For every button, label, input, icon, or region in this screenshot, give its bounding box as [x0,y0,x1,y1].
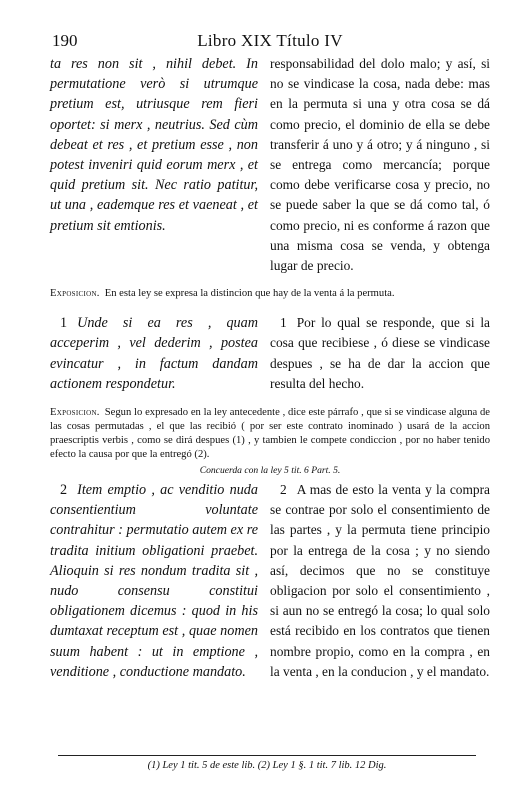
running-title: Libro XIX Título IV [197,31,343,50]
running-header [50,28,490,54]
exposicion-label: Exposicion. [50,407,100,419]
footnote: (1) Ley 1 tit. 5 de este lib. (2) Ley 1 §. 1 tit. 7 lib. 12 Dig. [147,760,387,771]
spanish-text: A mas de esto la venta y la compra se contrae por solo el consentimiento de las partes , y la permuta tiene principio por la entrega de la cosa ; y no siendo así, decimos que no se constituye obligacion por solo el consentimiento , si aun no se entregó la cosa; lo qual solo está recibido en los contratos que tienen nombre propio, como en la compra , en la venta , en la conducion , y el mandato. [270,482,490,679]
paragraph-number: 1 [280,315,287,331]
section-2 [50,480,490,682]
spanish-text: Por lo qual se responde, que si la cosa que recibiese , ó diese se vindicase despues , se ha de dar la accion que resulta del hecho. [270,315,490,391]
latin-paragraph [50,313,258,394]
footnote-rule [58,755,476,756]
latin-text: Unde si ea res , quam acceperim , vel dederim , postea evincatur , in factum dandam actionem respondetur. [50,315,258,392]
spanish-paragraph [270,313,490,394]
paragraph-number: 1 [60,315,68,332]
spanish-paragraph [270,480,490,682]
latin-text: Item emptio , ac venditio nuda consentientium voluntate contrahitur : permutatio autem ex re tradita initium obligationi praebet. Alioquin si res nondum tradita sit , nudo consensu constitui obligationem dicemus : quod in his dumtaxat receptum est , quae nomen suum habent : ut in emptione , venditione , conductione mandato. [50,482,258,680]
exposicion-text: Segun lo expresado en la ley antecedente , dice este párrafo , que si se vindicase alguna de las cosas permutadas , el que las recibió ( por ser este contrato inominado ) usará de la accion praescriptis verbis , como se dirá despues (1) , y tambien le compete condiccion , por no haber tenido efecto la causa por que la entregó (2). [50,407,490,461]
concordance-note: Concuerda con la ley 5 tit. 6 Part. 5. [199,465,341,477]
paragraph-number: 2 [280,482,287,498]
paragraph-number: 2 [60,482,68,499]
exposicion-label: Exposicion. [50,288,100,300]
exposicion-text: En esta ley se expresa la distincion que hay de la venta á la permuta. [104,288,395,300]
latin-text: ta res non sit , nihil debet. In permutatione verò si utrumque pretium est, utriusque rem fieri oportet: si merx , neutrius. Sed cùm debeat et res , et pretium esse , non potest inveniri quid eorum merx , et quid pretium sit. Nec ratio patitur, ut una , eademque res et vaeneat , et pretium sit emtionis. [50,56,258,234]
page [50,28,490,682]
latin-paragraph [50,480,258,682]
exposicion-paragraph [50,406,490,462]
section-1 [50,313,490,394]
section-0 [50,54,490,276]
exposicion-paragraph [50,287,490,301]
spanish-text: responsabilidad del dolo malo; y así, si no se vindicase la cosa, nada debe: mas en la permuta si una y otra cosa se dá como precio, el dominio de ella se debe transferir á uno y á otro; y á ninguno , si se entrega como mercancía; porque como debe verificarse cosa y precio, no se puede saber la que se dá como tal, ó como precio, ni es conforme á razon que una misma cosa se venda, y obtenga lugar de precio. [270,56,490,274]
page-number: 190 [52,31,78,50]
